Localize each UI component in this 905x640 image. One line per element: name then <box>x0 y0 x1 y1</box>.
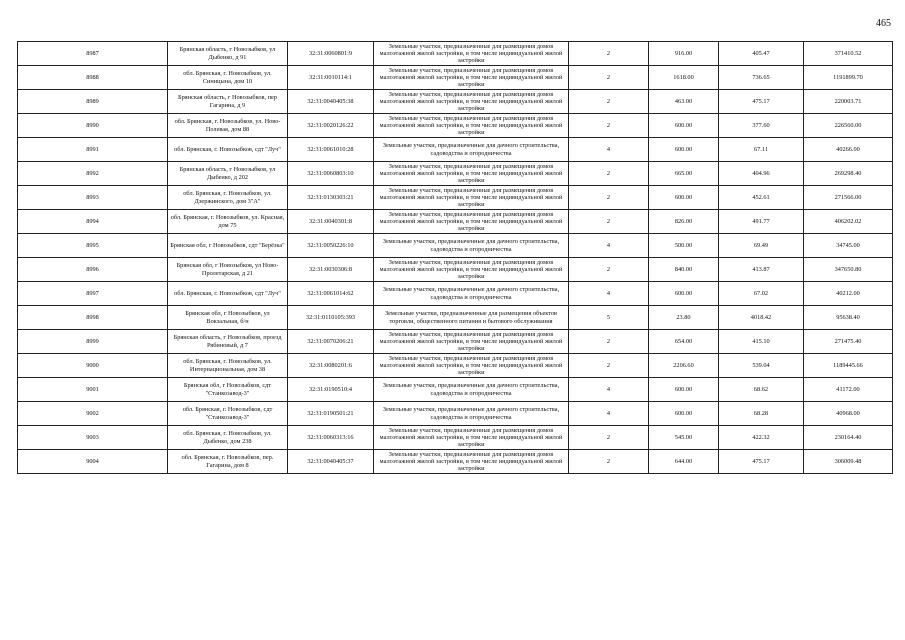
use-group-cell: 5 <box>569 306 649 330</box>
use-group-cell: 2 <box>569 330 649 354</box>
land-use-cell: Земельные участки, предназначенные для дачного строительства, садоводства и огородничества <box>374 378 569 402</box>
cadastral-number-cell: 32:31:0050226:10 <box>288 234 374 258</box>
cadastral-value-cell: 306009.48 <box>804 450 893 474</box>
specific-value-cell: 377.60 <box>719 114 804 138</box>
area-cell: 1618.00 <box>649 66 719 90</box>
cadastral-number-cell: 32:31:0130303:21 <box>288 186 374 210</box>
land-use-cell: Земельные участки, предназначенные для дачного строительства, садоводства и огородничества <box>374 138 569 162</box>
row-number-cell: 8987 <box>18 42 168 66</box>
area-cell: 665.00 <box>649 162 719 186</box>
area-cell: 654.00 <box>649 330 719 354</box>
use-group-cell: 4 <box>569 282 649 306</box>
cadastral-number-cell: 32:31:0010114:1 <box>288 66 374 90</box>
row-number-cell: 9002 <box>18 402 168 426</box>
address-cell: обл. Брянская, г. Новозыбков, ул. Интернациональная, дом 38 <box>168 354 288 378</box>
use-group-cell: 4 <box>569 234 649 258</box>
specific-value-cell: 491.77 <box>719 210 804 234</box>
row-number-cell: 8997 <box>18 282 168 306</box>
table-row <box>18 402 893 426</box>
specific-value-cell: 405.47 <box>719 42 804 66</box>
cadastral-value-cell: 1191899.70 <box>804 66 893 90</box>
use-group-cell: 2 <box>569 354 649 378</box>
specific-value-cell: 68.28 <box>719 402 804 426</box>
address-cell: обл. Брянская, г. Новозыбков, ул. Ново-Полевая, дом 88 <box>168 114 288 138</box>
land-use-cell: Земельные участки, предназначенные для размещения домов малоэтажной жилой застройки, в том числе индивидуальной жилой застройки <box>374 162 569 186</box>
table-row <box>18 66 893 90</box>
row-number-cell: 8988 <box>18 66 168 90</box>
use-group-cell: 4 <box>569 138 649 162</box>
area-cell: 916.00 <box>649 42 719 66</box>
specific-value-cell: 736.65 <box>719 66 804 90</box>
cadastral-number-cell: 32:31:0080201:6 <box>288 354 374 378</box>
cadastral-value-cell: 371410.52 <box>804 42 893 66</box>
specific-value-cell: 539.04 <box>719 354 804 378</box>
cadastral-value-cell: 226560.00 <box>804 114 893 138</box>
cadastral-value-cell: 34745.00 <box>804 234 893 258</box>
table-row <box>18 354 893 378</box>
address-cell: Брянская обл, г Новозыбков, ул Вокзальная, б/н <box>168 306 288 330</box>
area-cell: 644.00 <box>649 450 719 474</box>
land-use-cell: Земельные участки, предназначенные для размещения домов малоэтажной жилой застройки, в том числе индивидуальной жилой застройки <box>374 354 569 378</box>
specific-value-cell: 415.10 <box>719 330 804 354</box>
row-number-cell: 9003 <box>18 426 168 450</box>
cadastral-value-cell: 40266.00 <box>804 138 893 162</box>
address-cell: Брянская область, г Новозыбков, ул Дыбенко, д 91 <box>168 42 288 66</box>
page-number: 465 <box>876 18 891 29</box>
area-cell: 23.80 <box>649 306 719 330</box>
area-cell: 2206.60 <box>649 354 719 378</box>
cadastral-number-cell: 32:31:0060801:9 <box>288 42 374 66</box>
table-row <box>18 138 893 162</box>
row-number-cell: 8995 <box>18 234 168 258</box>
land-use-cell: Земельные участки, предназначенные для дачного строительства, садоводства и огородничества <box>374 402 569 426</box>
cadastral-value-cell: 230164.40 <box>804 426 893 450</box>
land-use-cell: Земельные участки, предназначенные для дачного строительства, садоводства и огородничества <box>374 234 569 258</box>
table-row <box>18 114 893 138</box>
cadastral-number-cell: 32:31:0190501:21 <box>288 402 374 426</box>
specific-value-cell: 413.87 <box>719 258 804 282</box>
use-group-cell: 2 <box>569 450 649 474</box>
cadastral-value-table <box>17 41 893 474</box>
cadastral-number-cell: 32:31:0061010:28 <box>288 138 374 162</box>
cadastral-value-cell: 41172.00 <box>804 378 893 402</box>
address-cell: обл. Брянская, г. Новозыбков, сдт "Луч" <box>168 138 288 162</box>
use-group-cell: 2 <box>569 114 649 138</box>
cadastral-value-cell: 220003.71 <box>804 90 893 114</box>
address-cell: обл. Брянская, г. Новозыбков, ул. Дыбенко, дом 238 <box>168 426 288 450</box>
cadastral-number-cell: 32:31:0190510:4 <box>288 378 374 402</box>
land-use-cell: Земельные участки, предназначенные для размещения домов малоэтажной жилой застройки, в том числе индивидуальной жилой застройки <box>374 450 569 474</box>
specific-value-cell: 422.32 <box>719 426 804 450</box>
table-row <box>18 258 893 282</box>
row-number-cell: 8991 <box>18 138 168 162</box>
area-cell: 840.00 <box>649 258 719 282</box>
cadastral-number-cell: 32:31:0060803:10 <box>288 162 374 186</box>
table-row <box>18 426 893 450</box>
row-number-cell: 9004 <box>18 450 168 474</box>
specific-value-cell: 404.96 <box>719 162 804 186</box>
cadastral-value-cell: 406202.02 <box>804 210 893 234</box>
area-cell: 600.00 <box>649 138 719 162</box>
use-group-cell: 2 <box>569 426 649 450</box>
address-cell: Брянская обл, г Новозыбков, сдт "Берёзка" <box>168 234 288 258</box>
cadastral-value-cell: 271475.40 <box>804 330 893 354</box>
table-row <box>18 330 893 354</box>
cadastral-number-cell: 32:31:0040301:8 <box>288 210 374 234</box>
area-cell: 600.00 <box>649 282 719 306</box>
table-row <box>18 90 893 114</box>
address-cell: Брянская обл, г Новозыбков, сдт "Станкозавод-3" <box>168 378 288 402</box>
address-cell: обл. Брянская, г. Новозыбков, ул. Дзержинского, дом 3"А" <box>168 186 288 210</box>
area-cell: 500.00 <box>649 234 719 258</box>
specific-value-cell: 4018.42 <box>719 306 804 330</box>
cadastral-value-cell: 40968.00 <box>804 402 893 426</box>
address-cell: обл. Брянская, г. Новозыбков, ул. Синицына, дом 10 <box>168 66 288 90</box>
land-use-cell: Земельные участки, предназначенные для размещения домов малоэтажной жилой застройки, в том числе индивидуальной жилой застройки <box>374 258 569 282</box>
area-cell: 600.00 <box>649 114 719 138</box>
land-use-cell: Земельные участки, предназначенные для размещения объектов торговли, общественного питания и бытового обслуживания <box>374 306 569 330</box>
row-number-cell: 8993 <box>18 186 168 210</box>
row-number-cell: 8998 <box>18 306 168 330</box>
area-cell: 600.00 <box>649 378 719 402</box>
land-use-cell: Земельные участки, предназначенные для дачного строительства, садоводства и огородничества <box>374 282 569 306</box>
specific-value-cell: 68.62 <box>719 378 804 402</box>
address-cell: Брянская область, г Новозыбков, ул Дыбенко, д 202 <box>168 162 288 186</box>
cadastral-number-cell: 32:31:0040405:38 <box>288 90 374 114</box>
cadastral-value-cell: 271566.00 <box>804 186 893 210</box>
use-group-cell: 2 <box>569 258 649 282</box>
address-cell: Брянская обл, г Новозыбков, ул Ново-Пролетарская, д 21 <box>168 258 288 282</box>
use-group-cell: 2 <box>569 90 649 114</box>
use-group-cell: 2 <box>569 162 649 186</box>
cadastral-number-cell: 32:31:0070206:21 <box>288 330 374 354</box>
land-use-cell: Земельные участки, предназначенные для размещения домов малоэтажной жилой застройки, в том числе индивидуальной жилой застройки <box>374 90 569 114</box>
use-group-cell: 2 <box>569 210 649 234</box>
cadastral-number-cell: 32:31:0061014:62 <box>288 282 374 306</box>
row-number-cell: 8994 <box>18 210 168 234</box>
table-body <box>18 42 893 474</box>
row-number-cell: 8996 <box>18 258 168 282</box>
area-cell: 600.00 <box>649 402 719 426</box>
area-cell: 463.00 <box>649 90 719 114</box>
row-number-cell: 8999 <box>18 330 168 354</box>
address-cell: обл. Брянская, г. Новозыбков, сдт "Луч" <box>168 282 288 306</box>
cadastral-number-cell: 32:31:0030306:8 <box>288 258 374 282</box>
address-cell: обл. Брянская, г. Новозыбков, сдт "Станкозавод-3" <box>168 402 288 426</box>
specific-value-cell: 69.49 <box>719 234 804 258</box>
address-cell: обл. Брянская, г. Новозыбков, ул. Красная, дом 75 <box>168 210 288 234</box>
row-number-cell: 8992 <box>18 162 168 186</box>
table-row <box>18 450 893 474</box>
address-cell: Брянская область, г Новозыбков, проезд Рябиновый, д 7 <box>168 330 288 354</box>
table-row <box>18 234 893 258</box>
use-group-cell: 2 <box>569 66 649 90</box>
land-use-cell: Земельные участки, предназначенные для размещения домов малоэтажной жилой застройки, в том числе индивидуальной жилой застройки <box>374 114 569 138</box>
cadastral-number-cell: 32:31:0020126:22 <box>288 114 374 138</box>
row-number-cell: 8990 <box>18 114 168 138</box>
specific-value-cell: 67.02 <box>719 282 804 306</box>
use-group-cell: 4 <box>569 402 649 426</box>
table-row <box>18 378 893 402</box>
cadastral-value-cell: 95638.40 <box>804 306 893 330</box>
table-row <box>18 306 893 330</box>
use-group-cell: 2 <box>569 186 649 210</box>
specific-value-cell: 67.11 <box>719 138 804 162</box>
specific-value-cell: 475.17 <box>719 90 804 114</box>
area-cell: 826.00 <box>649 210 719 234</box>
cadastral-value-cell: 40212.00 <box>804 282 893 306</box>
land-use-cell: Земельные участки, предназначенные для размещения домов малоэтажной жилой застройки, в том числе индивидуальной жилой застройки <box>374 42 569 66</box>
table-row <box>18 282 893 306</box>
cadastral-value-cell: 1189445.66 <box>804 354 893 378</box>
address-cell: Брянская область, г Новозыбков, пер Гагарина, д 9 <box>168 90 288 114</box>
cadastral-number-cell: 32:31:0110105:393 <box>288 306 374 330</box>
land-use-cell: Земельные участки, предназначенные для размещения домов малоэтажной жилой застройки, в том числе индивидуальной жилой застройки <box>374 186 569 210</box>
specific-value-cell: 452.61 <box>719 186 804 210</box>
cadastral-value-cell: 347650.80 <box>804 258 893 282</box>
use-group-cell: 4 <box>569 378 649 402</box>
land-use-cell: Земельные участки, предназначенные для размещения домов малоэтажной жилой застройки, в том числе индивидуальной жилой застройки <box>374 426 569 450</box>
cadastral-number-cell: 32:31:0060313:16 <box>288 426 374 450</box>
row-number-cell: 8989 <box>18 90 168 114</box>
area-cell: 545.00 <box>649 426 719 450</box>
table-row <box>18 42 893 66</box>
address-cell: обл. Брянская, г. Новозыбков, пер. Гагарина, дом 8 <box>168 450 288 474</box>
use-group-cell: 2 <box>569 42 649 66</box>
cadastral-number-cell: 32:31:0040405:37 <box>288 450 374 474</box>
cadastral-value-cell: 269298.40 <box>804 162 893 186</box>
land-use-cell: Земельные участки, предназначенные для размещения домов малоэтажной жилой застройки, в том числе индивидуальной жилой застройки <box>374 330 569 354</box>
land-use-cell: Земельные участки, предназначенные для размещения домов малоэтажной жилой застройки, в том числе индивидуальной жилой застройки <box>374 210 569 234</box>
land-use-cell: Земельные участки, предназначенные для размещения домов малоэтажной жилой застройки, в том числе индивидуальной жилой застройки <box>374 66 569 90</box>
area-cell: 600.00 <box>649 186 719 210</box>
specific-value-cell: 475.17 <box>719 450 804 474</box>
table-row <box>18 186 893 210</box>
row-number-cell: 9000 <box>18 354 168 378</box>
table-row <box>18 162 893 186</box>
row-number-cell: 9001 <box>18 378 168 402</box>
table-row <box>18 210 893 234</box>
